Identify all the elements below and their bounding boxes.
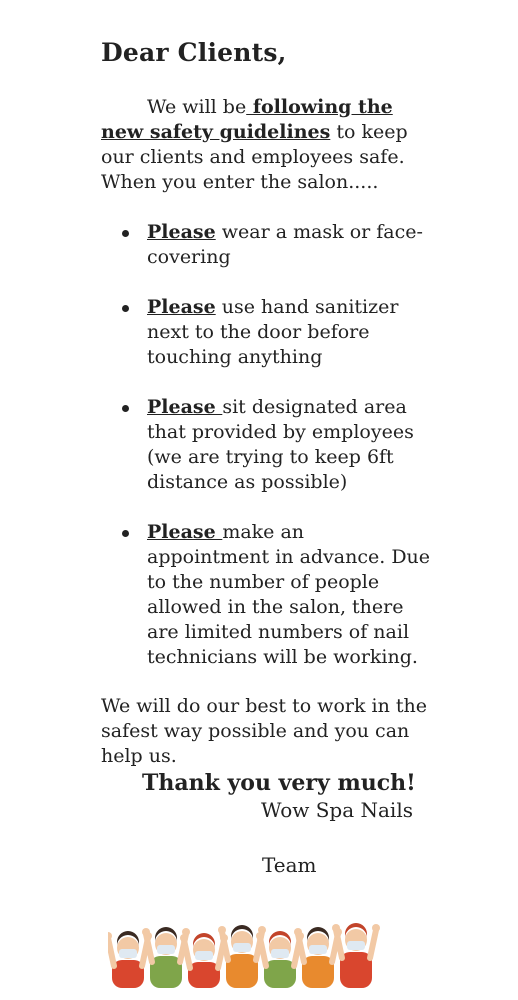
- guideline-item: [101, 295, 431, 370]
- masked-people-group-icon: [108, 912, 398, 988]
- guideline-item: [101, 395, 431, 495]
- guideline-lead: Please: [147, 521, 223, 543]
- guideline-text: sit designated area that provided by employees (we are trying to keep 6ft distance as possible): [147, 396, 414, 493]
- guideline-lead: Please: [147, 221, 216, 243]
- signature-team: Team: [262, 853, 317, 877]
- guideline-item: [101, 220, 431, 270]
- guideline-text: use hand sanitizer next to the door before touching anything: [147, 296, 399, 368]
- guideline-text: make an appointment in advance. Due to the number of people allowed in the salon, there are limited numbers of nail technicians will be working.: [147, 521, 431, 668]
- intro-before: We will be: [147, 96, 247, 118]
- bullet-icon: [122, 530, 129, 537]
- signature-name: Wow Spa Nails: [261, 798, 413, 822]
- greeting-heading: Dear Clients,: [101, 38, 287, 67]
- guideline-list: [101, 220, 431, 695]
- guideline-text: wear a mask or face-covering: [147, 221, 423, 268]
- intro-paragraph: [101, 95, 431, 195]
- intro-emphasis: following the new safety guidelines: [101, 96, 393, 143]
- thanks-line: Thank you very much!: [142, 770, 416, 796]
- guideline-lead: Please: [147, 296, 216, 318]
- closing-paragraph: We will do our best to work in the safest way possible and you can help us.: [101, 695, 427, 767]
- intro-after: to keep our clients and employees safe. When you enter the salon.....: [101, 121, 408, 193]
- guideline-lead: Please: [147, 396, 223, 418]
- guideline-item: [101, 520, 431, 670]
- bullet-icon: [122, 305, 129, 312]
- bullet-icon: [122, 230, 129, 237]
- bullet-icon: [122, 405, 129, 412]
